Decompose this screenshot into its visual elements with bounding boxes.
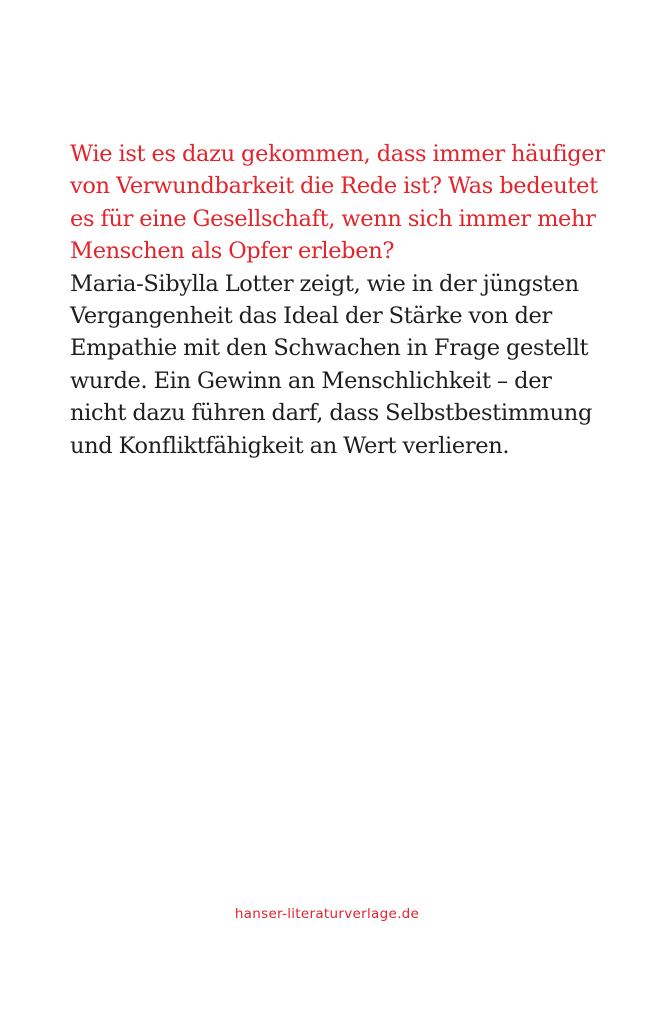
description-line: wurde. Ein Gewinn an Menschlichkeit – der bbox=[70, 367, 552, 394]
blurb-text bbox=[70, 138, 630, 462]
teaser-question bbox=[70, 138, 630, 268]
description-line: und Konfliktfähigkeit an Wert verlieren. bbox=[70, 432, 510, 459]
description-line: Empathie mit den Schwachen in Frage gestellt bbox=[70, 335, 589, 362]
book-description bbox=[70, 268, 630, 462]
description-line: Vergangenheit das Ideal der Stärke von der bbox=[70, 303, 552, 330]
teaser-line: von Verwundbarkeit die Rede ist? Was bedeutet bbox=[70, 173, 598, 200]
description-line: Maria-Sibylla Lotter zeigt, wie in der jüngsten bbox=[70, 270, 579, 297]
description-line: nicht dazu führen darf, dass Selbstbestimmung bbox=[70, 400, 593, 427]
teaser-line: Wie ist es dazu gekommen, dass immer häufiger bbox=[70, 141, 605, 167]
teaser-line: Menschen als Opfer erleben? bbox=[70, 238, 395, 265]
teaser-line: es für eine Gesellschaft, wenn sich immer mehr bbox=[70, 205, 596, 232]
publisher-url[interactable]: hanser-literaturverlage.de bbox=[234, 906, 420, 922]
